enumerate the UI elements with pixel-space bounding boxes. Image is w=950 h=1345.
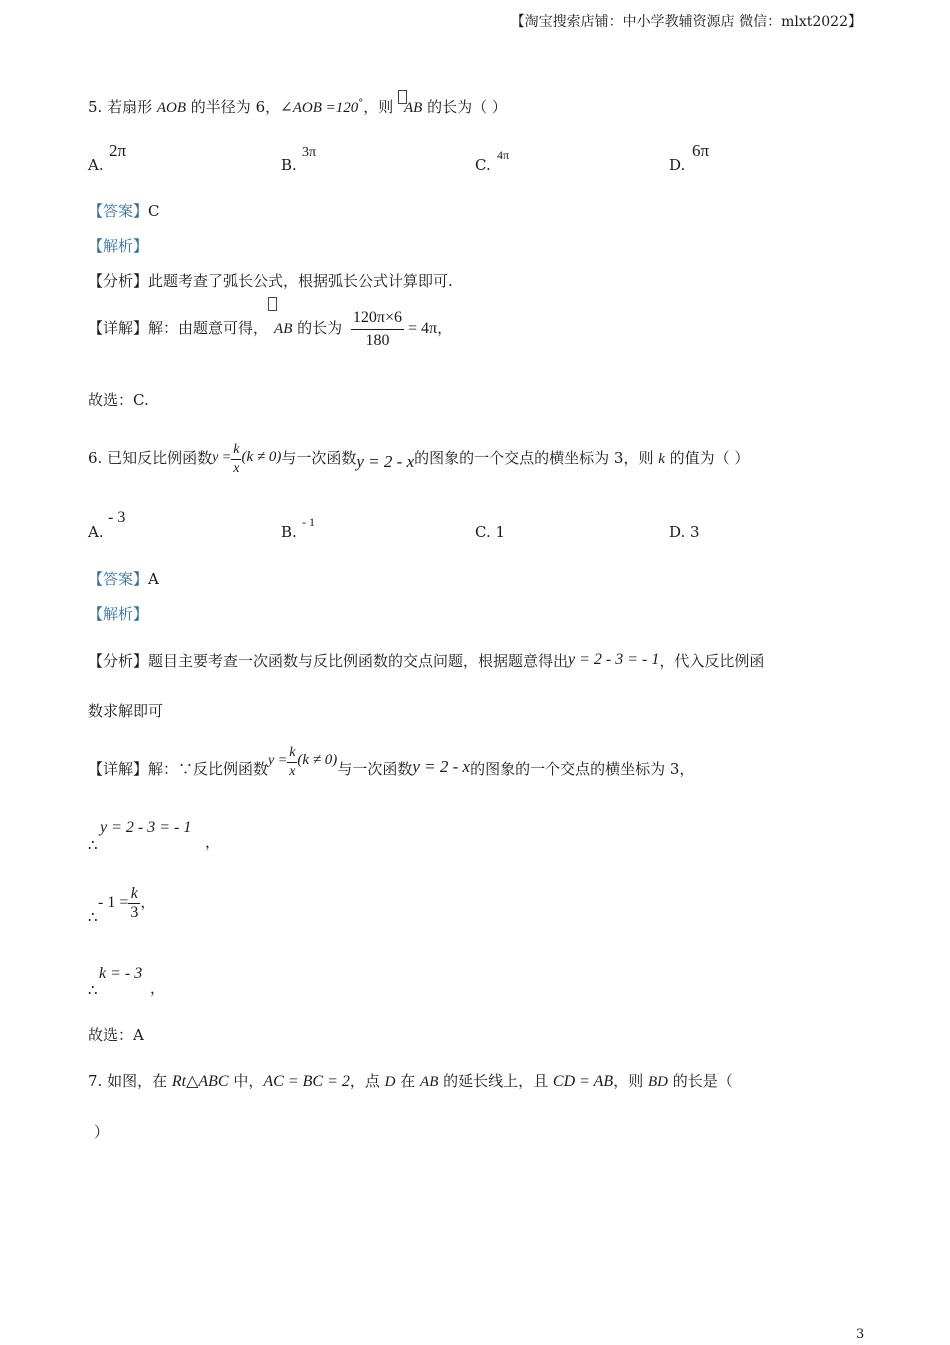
q6-fn-k: k [231, 441, 241, 460]
q5-stem [88, 94, 507, 118]
q5-option-a-label: A. [88, 156, 104, 174]
q5-option-d-value: 6π [692, 141, 710, 160]
q7-bd: BD [647, 1074, 668, 1090]
q6-step2-fraction [128, 885, 140, 922]
q6-stem-c: 的图象的一个交点的横坐标为 3，则 [414, 449, 659, 467]
q6-detail-fn-fraction [287, 744, 297, 781]
q5-detail [88, 303, 452, 353]
q7-rt: Rt△ABC [171, 1073, 229, 1090]
q7-c1: AC = BC = 2 [263, 1073, 350, 1090]
q5-detail-tag: 【详解】 [88, 319, 149, 337]
q6-step1-end: ， [205, 833, 221, 851]
q7-ab: AB [420, 1074, 439, 1090]
q7-b: 中， [228, 1072, 264, 1090]
q5-answer-tag: 【答案】 [88, 202, 149, 220]
q6-detail-fn-y: y = [268, 753, 288, 768]
q6-analysis-tag: 【解析】 [88, 605, 149, 623]
page-number: 3 [856, 1327, 865, 1342]
q5-stem-a: 5. 若扇形 [88, 98, 157, 116]
q6-fn-x: x [233, 460, 240, 476]
q6-stem-a: 6. 已知反比例函数 [88, 449, 213, 467]
q7-e: 在 [395, 1072, 421, 1090]
q6-fenxi-equation: y = 2 - 3 = - 1 [568, 651, 660, 668]
q5-choose: 故选：C. [88, 391, 149, 409]
q5-option-c-label: C. [475, 156, 491, 174]
q6-detail [88, 744, 694, 794]
q5-stem-d: 的长为（ ） [422, 98, 507, 116]
q5-option-d-label: D. [669, 156, 686, 174]
q6-fn-fraction [231, 441, 241, 478]
q7-g: ，则 [613, 1072, 648, 1090]
q7-cd: CD = AB [552, 1073, 614, 1090]
q6-fenxi-tag: 【分析】 [88, 652, 149, 670]
q5-detail-a: 解：由题意可得， [148, 319, 269, 337]
q6-detail-c: 的图象的一个交点的横坐标为 3， [470, 760, 695, 778]
q5-detail-end: ， [437, 319, 453, 337]
q6-option-a-value: - 3 [108, 509, 126, 526]
q6-stem-k: k [658, 451, 665, 467]
q7-stem [88, 1071, 733, 1092]
arc-symbol-icon [268, 297, 277, 311]
q6-step3-equation: k = - 3 [99, 965, 143, 982]
q7-a: 7. 如图，在 [88, 1072, 172, 1090]
q6-fn-y: y = [212, 450, 232, 465]
q6-fenxi-a: 题目主要考查一次函数与反比例函数的交点问题，根据题意得出 [148, 652, 569, 670]
q6-detail-fn-condition: (k ≠ 0) [297, 752, 338, 768]
page-header: 【淘宝搜索店铺：中小学教辅资源店 微信：mlxt2022】 [510, 14, 862, 30]
q7-f: 的延长线上，且 [438, 1072, 553, 1090]
q6-stem [88, 433, 749, 483]
q6-step1-therefore: ∴ [88, 836, 98, 854]
q6-fenxi-cont: 数求解即可 [88, 702, 164, 720]
q6-option-c-value: 1 [495, 523, 506, 541]
q6-step2-left: - 1 = [98, 894, 129, 911]
q6-option-c [475, 522, 505, 542]
q5-angle: ∠AOB =120 [280, 100, 359, 116]
q6-option-b-value: - 1 [302, 515, 315, 529]
q7-d: D [384, 1074, 396, 1090]
q6-answer-value: A [148, 570, 159, 588]
q6-fenxi-b: ，代入反比例函 [659, 652, 765, 670]
q5-fraction-denominator: 180 [365, 331, 390, 349]
q6-answer-tag: 【答案】 [88, 570, 149, 588]
q6-detail-linear: y = 2 - x [412, 757, 471, 776]
q5-fenxi [88, 271, 453, 291]
q6-detail-fn-k: k [287, 744, 297, 763]
q6-step1 [100, 818, 191, 838]
q7-h: 的长是（ [667, 1072, 733, 1090]
q6-step1-equation: y = 2 - 3 = - 1 [100, 819, 192, 836]
q5-fraction [351, 307, 404, 352]
q5-ab: AB [404, 100, 423, 116]
q6-step2-therefore: ∴ [88, 908, 98, 926]
q6-linear: y = 2 - x [356, 452, 415, 471]
q6-option-d-value: 3 [690, 523, 700, 541]
arc-symbol-icon [398, 90, 407, 104]
q6-detail-fn-x: x [289, 763, 296, 779]
q5-option-b-value: 3π [302, 145, 317, 160]
q6-option-c-label: C. [475, 523, 491, 541]
q5-detail-b: 的长为 [292, 319, 343, 337]
q6-step3 [99, 964, 142, 984]
q5-degree: ° [358, 98, 364, 109]
q5-fraction-result: = 4π [408, 320, 438, 337]
q6-step2-end: ， [140, 893, 156, 911]
q6-fn-condition: (k ≠ 0) [241, 449, 282, 465]
q6-option-b-label: B. [281, 523, 297, 541]
q6-stem-b: 与一次函数 [281, 449, 357, 467]
q6-stem-d: 的值为（ ） [664, 449, 750, 467]
q6-option-a-label: A. [88, 523, 104, 541]
q5-aob: AOB [156, 100, 187, 116]
q5-detail-ab: AB [274, 321, 293, 337]
q6-step3-therefore: ∴ [88, 981, 98, 999]
q6-choose: 故选：A [88, 1026, 144, 1044]
q5-option-a-value: 2π [109, 141, 127, 160]
q5-analysis-tag: 【解析】 [88, 237, 149, 255]
q6-answer [88, 569, 159, 589]
q5-stem-c: ，则 [363, 98, 399, 116]
q6-step2-num: k [128, 885, 140, 904]
q5-option-b-label: B. [281, 156, 297, 174]
q6-step2 [98, 878, 155, 926]
q5-fraction-numerator: 120π×6 [351, 307, 404, 330]
q5-stem-b: 的半径为 6， [186, 98, 281, 116]
q6-option-d [669, 522, 700, 542]
q5-option-c-value: 4π [497, 148, 510, 162]
q7-c: ，点 [349, 1072, 385, 1090]
q6-step2-den: 3 [130, 903, 139, 921]
q6-detail-b: 与一次函数 [337, 760, 413, 778]
q5-fenxi-text: 此题考查了弧长公式，根据弧长公式计算即可. [148, 272, 453, 290]
q6-detail-a: 解：∵反比例函数 [148, 760, 269, 778]
q6-option-d-label: D. [669, 523, 686, 541]
q6-fenxi [88, 651, 764, 672]
q6-detail-tag: 【详解】 [88, 760, 149, 778]
q5-answer [88, 201, 160, 221]
q7-close: ） [94, 1123, 110, 1141]
q5-fenxi-tag: 【分析】 [88, 272, 149, 290]
q5-answer-value: C [148, 202, 160, 220]
q6-step3-end: ， [150, 979, 166, 997]
